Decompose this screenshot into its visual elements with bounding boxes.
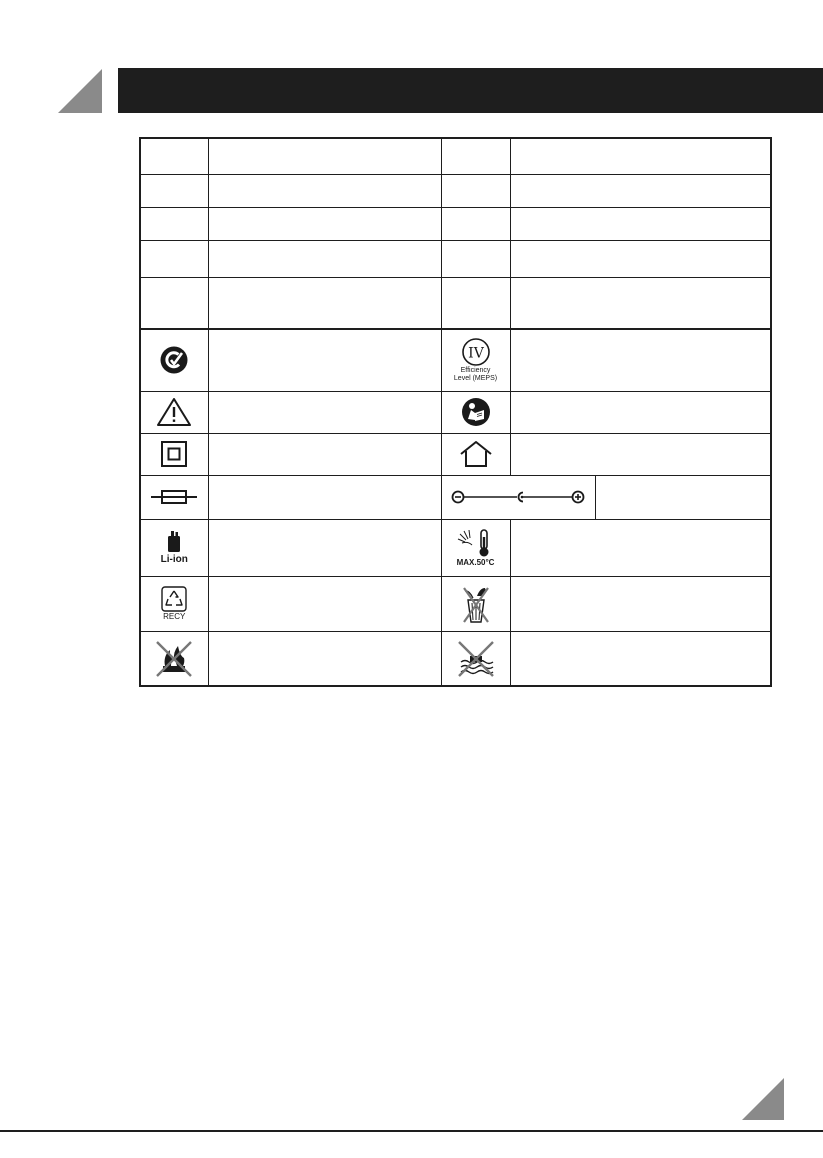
no-fire-icon [151,638,197,678]
table-cell [208,433,441,475]
polarity-center-negative-icon [450,487,586,507]
table-cell [441,391,510,433]
double-insulation-icon [160,440,188,468]
table-cell [140,240,208,277]
table-cell [441,475,595,519]
table-cell [140,519,208,576]
table-cell [208,207,441,240]
max-temperature-caption: MAX.50°C [456,558,495,567]
table-cell [510,207,771,240]
read-manual-icon [461,397,491,427]
li-ion-caption: Li-ion [160,554,188,565]
table-row [140,519,771,576]
table-cell [510,277,771,329]
table-cell [441,138,510,174]
table-cell [208,519,441,576]
table-cell [140,174,208,207]
rcm-c-tick-icon [159,345,189,375]
table-cell [140,475,208,519]
table-cell [208,240,441,277]
table-cell [510,240,771,277]
table-cell [441,631,510,686]
table-row [140,174,771,207]
table-cell [441,519,510,576]
table-cell [208,329,441,391]
header-bar [118,68,823,113]
table-row [140,631,771,686]
indoor-use-house-icon [458,440,494,468]
table-cell [441,207,510,240]
corner-triangle-top [58,69,102,113]
max-temperature-icon [456,528,496,558]
table-row [140,240,771,277]
table-row [140,277,771,329]
table-cell [441,433,510,475]
table-cell [441,174,510,207]
symbols-table [139,137,772,687]
table-cell [208,576,441,631]
table-cell [510,174,771,207]
efficiency-caption-line2: Level (MEPS) [453,375,498,383]
table-cell [208,277,441,329]
table-row [140,576,771,631]
table-cell [441,576,510,631]
corner-triangle-bottom [742,1078,784,1120]
table-row [140,138,771,174]
table-cell [510,138,771,174]
table-cell [140,576,208,631]
recycle-icon [161,586,187,612]
table-cell [140,207,208,240]
recycle-caption: RECY [163,612,186,621]
no-water-icon [453,638,499,678]
no-bin-disposal-icon [459,582,493,626]
table-cell [208,174,441,207]
table-cell [140,433,208,475]
table-cell [441,277,510,329]
table-cell [140,277,208,329]
bottom-rule [0,1130,823,1132]
table-cell [140,138,208,174]
table-row [140,433,771,475]
table-cell [510,631,771,686]
table-cell [208,138,441,174]
table-row [140,475,771,519]
table-cell [208,475,441,519]
li-ion-battery-icon [164,530,184,554]
table-cell [510,391,771,433]
table-cell [140,329,208,391]
efficiency-level-mark: IV [467,345,484,362]
table-cell [595,475,771,519]
table-cell [510,519,771,576]
table-cell [208,631,441,686]
table-cell [441,329,510,391]
table-row [140,207,771,240]
efficiency-caption-line1: Efficiency [460,367,491,375]
fuse-icon [150,487,198,507]
warning-triangle-icon [156,397,192,427]
table-cell [208,391,441,433]
table-cell [510,329,771,391]
table-cell [140,631,208,686]
table-cell [140,391,208,433]
table-row [140,391,771,433]
efficiency-level-iv-icon [461,337,491,367]
table-cell [441,240,510,277]
table-cell [510,576,771,631]
table-row [140,329,771,391]
table-cell [510,433,771,475]
